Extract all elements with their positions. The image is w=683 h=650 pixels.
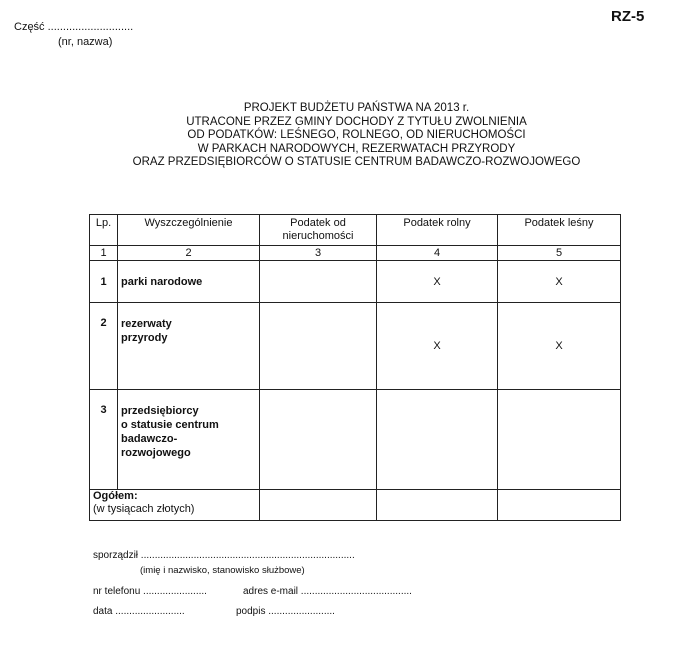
- cell-forest-tax: X: [498, 261, 621, 303]
- column-number: 2: [118, 246, 260, 261]
- total-row: [90, 490, 621, 521]
- cell-property-tax[interactable]: [260, 303, 377, 390]
- table-row: [90, 390, 621, 490]
- row-description: [118, 303, 260, 390]
- header-property-tax: Podatek od nieruchomości: [260, 215, 377, 246]
- cell-property-tax[interactable]: [260, 390, 377, 490]
- title-line: OD PODATKÓW: LEŚNEGO, ROLNEGO, OD NIERUCHOMOŚCI: [187, 129, 526, 141]
- column-number: 4: [377, 246, 498, 261]
- total-agricultural-tax[interactable]: [377, 490, 498, 521]
- header-lp: Lp.: [90, 215, 118, 246]
- cell-forest-tax[interactable]: [498, 390, 621, 490]
- column-number: 1: [90, 246, 118, 261]
- date-field: data .........................: [93, 606, 185, 617]
- total-label: Ogółem:: [93, 490, 138, 502]
- cell-agricultural-tax: X: [377, 261, 498, 303]
- cell-agricultural-tax: X: [377, 303, 498, 390]
- row-lp: 1: [90, 261, 118, 303]
- title-line: W PARKACH NARODOWYCH, REZERWATACH PRZYRODY: [197, 142, 516, 155]
- title-line: UTRACONE PRZEZ GMINY DOCHODY Z TYTUŁU ZWOLNIENIA: [186, 115, 527, 128]
- row-description-line: o statusie centrum: [121, 419, 219, 431]
- document-title: [60, 102, 653, 170]
- budget-table: [89, 214, 621, 521]
- total-label-cell: [90, 490, 260, 521]
- signature-field: podpis ........................: [236, 606, 335, 617]
- prepared-by-field: sporządził .............................................................................: [93, 550, 355, 561]
- part-field-caption: (nr, nazwa): [58, 36, 113, 48]
- row-lp: 3: [90, 390, 118, 490]
- row-description-line: rozwojowego: [121, 447, 191, 459]
- table-header-row: [90, 215, 621, 246]
- part-field: Część ............................: [14, 21, 134, 33]
- row-description-line: przedsiębiorcy: [121, 405, 199, 417]
- column-number: 5: [498, 246, 621, 261]
- column-number: 3: [260, 246, 377, 261]
- row-description-line: przyrody: [121, 332, 168, 344]
- prepared-by-caption: (imię i nazwisko, stanowisko służbowe): [140, 565, 305, 576]
- form-code: RZ-5: [611, 8, 645, 25]
- table-row: [90, 303, 621, 390]
- title-line: PROJEKT BUDŻETU PAŃSTWA NA 2013 r.: [243, 102, 470, 114]
- header-forest-tax: Podatek leśny: [498, 215, 621, 246]
- total-unit: (w tysiącach złotych): [93, 503, 195, 515]
- email-field: adres e-mail ........................................: [243, 586, 412, 597]
- column-number-row: [90, 246, 621, 261]
- total-property-tax[interactable]: [260, 490, 377, 521]
- title-line: ORAZ PRZEDSIĘBIORCÓW O STATUSIE CENTRUM BADAWCZO-ROZWOJOWEGO: [132, 156, 581, 168]
- header-agricultural-tax: Podatek rolny: [377, 215, 498, 246]
- cell-forest-tax: X: [498, 303, 621, 390]
- header-description: Wyszczególnienie: [118, 215, 260, 246]
- phone-field: nr telefonu .......................: [93, 586, 207, 597]
- cell-property-tax[interactable]: [260, 261, 377, 303]
- row-description-line: rezerwaty: [121, 318, 172, 330]
- row-description-line: badawczo-: [121, 433, 178, 445]
- total-forest-tax[interactable]: [498, 490, 621, 521]
- row-description: [118, 390, 260, 490]
- row-description: parki narodowe: [118, 261, 260, 303]
- cell-agricultural-tax[interactable]: [377, 390, 498, 490]
- table-row: [90, 261, 621, 303]
- row-lp: 2: [90, 303, 118, 390]
